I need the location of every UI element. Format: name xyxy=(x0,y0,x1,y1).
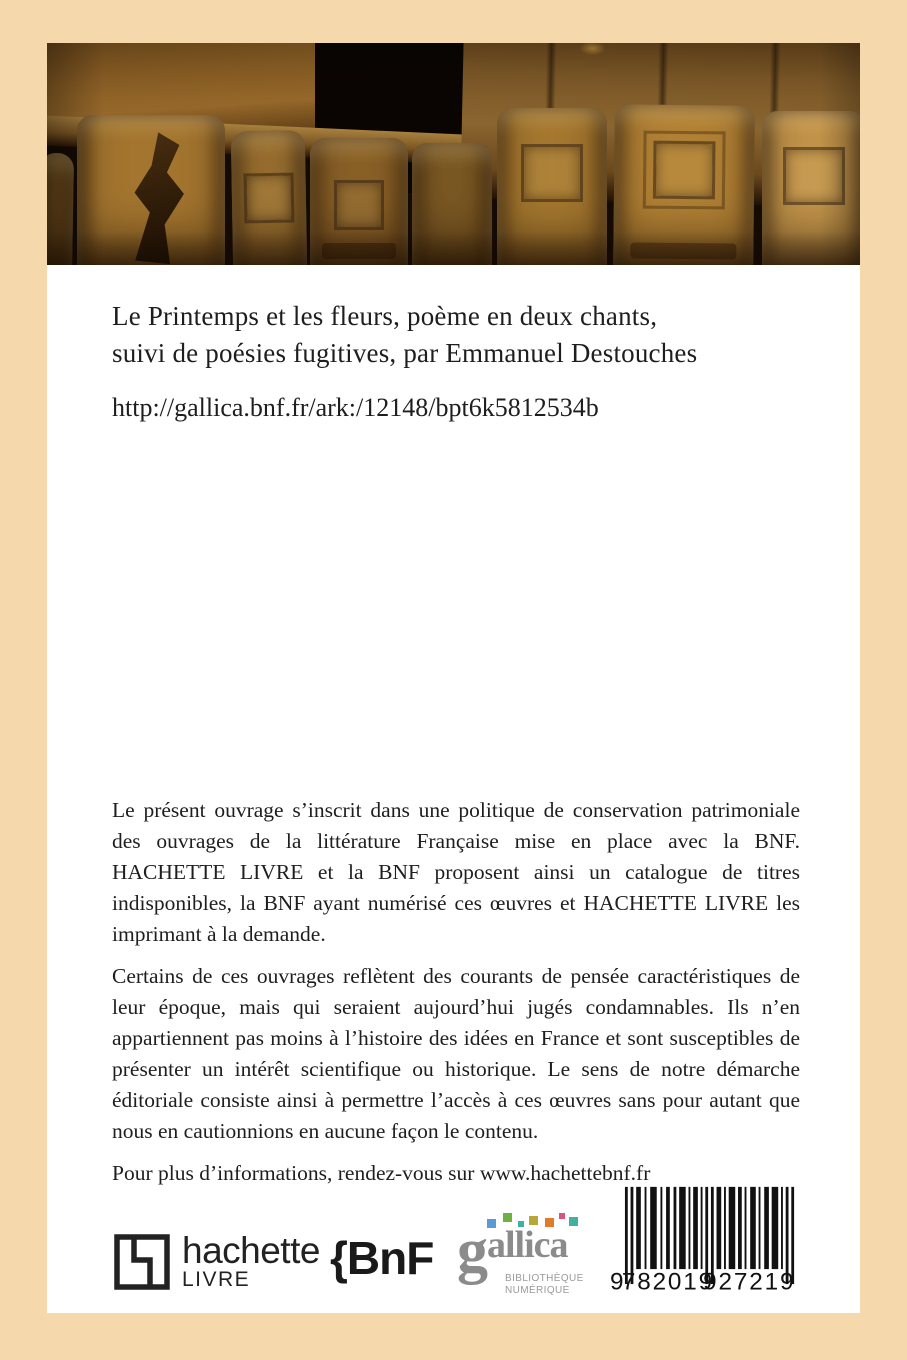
paragraph-conservation: Le présent ouvrage s’inscrit dans une politique de conservation patrimoniale des ouvrages de la littérature Française mise en place avec la BNF. HACHETTE LIVRE et la BNF proposent ainsi un catalogue de titres indisponibles, la BNF ayant numérisé ces œuvres et HACHETTE LIVRE les imprimant à la demande. xyxy=(112,798,800,946)
isbn-barcode xyxy=(610,1185,810,1293)
barcode-bars xyxy=(610,1185,810,1293)
barcode-digits-group1: 782019 xyxy=(621,1268,715,1294)
gallica-square-pink-small xyxy=(559,1213,565,1219)
book-spine xyxy=(412,143,492,265)
book-title xyxy=(112,298,800,372)
paragraph-more-info: Pour plus d’informations, rendez-vous sur www.hachettebnf.fr xyxy=(112,1161,651,1185)
spine-label xyxy=(243,173,294,224)
gallica-subtitle xyxy=(505,1273,584,1297)
book-title-line2: suivi de poésies fugitives, par Emmanuel Destouches xyxy=(112,338,698,368)
book-spine xyxy=(497,108,607,265)
gallica-square-teal xyxy=(569,1217,578,1226)
hachette-livre-label: LIVRE xyxy=(182,1268,251,1291)
book-spine xyxy=(47,153,74,265)
gallica-logo xyxy=(457,1215,587,1305)
book-spine xyxy=(762,111,860,265)
cover-card xyxy=(47,43,860,1313)
spine-label xyxy=(783,147,845,205)
book-spine xyxy=(231,130,307,265)
old-books-photo xyxy=(47,43,860,265)
book-spine xyxy=(613,104,755,265)
spine-lettering xyxy=(322,243,396,259)
gallica-ark-url: http://gallica.bnf.fr/ark:/12148/bpt6k5812534b xyxy=(112,393,599,422)
text-area xyxy=(47,265,860,1189)
spine-lettering xyxy=(630,242,737,259)
paragraph-editorial-policy: Certains de ces ouvrages reflètent des courants de pensée caractéristiques de leur époque, mais qui seraient aujourd’hui jugés condamnables. Ils n’en appartiennent pas moins à l’histoire des idées en France et sont susceptibles de présenter un intérêt scientifique ou historique. Le sens de notre démarche éditoriale consiste ainsi à permettre l’accès à ces œuvres sans pour autant que nous en cautionnions en aucune façon le contenu. xyxy=(112,964,800,1143)
gallica-subtitle-line1: BIBLIOTHÈQUE xyxy=(505,1273,584,1284)
spine-label xyxy=(334,180,384,230)
gallica-rest-letters: allica xyxy=(487,1224,568,1266)
torn-leather-patch xyxy=(122,130,199,265)
gallica-subtitle-line2: NUMÉRIQUE xyxy=(505,1285,570,1296)
book-spine xyxy=(310,138,408,265)
hachette-wordmark xyxy=(182,1230,320,1291)
barcode-digit-lead: 9 xyxy=(610,1268,624,1294)
hachette-name: hachette xyxy=(182,1230,320,1271)
editorial-description xyxy=(112,795,800,1189)
bnf-logo: {BnF xyxy=(330,1232,434,1284)
gallica-square-green xyxy=(503,1213,512,1222)
book-spine-torn xyxy=(77,115,225,265)
spine-label-framed xyxy=(653,141,716,200)
spine-label xyxy=(521,144,583,202)
gallica-g-letter: g xyxy=(457,1217,487,1285)
hachette-h-icon xyxy=(113,1233,171,1291)
book-title-line1: Le Printemps et les fleurs, poème en deux chants, xyxy=(112,301,658,331)
hachette-livre-logo xyxy=(113,1230,320,1291)
barcode-digits-group2: 927219 xyxy=(703,1268,796,1294)
